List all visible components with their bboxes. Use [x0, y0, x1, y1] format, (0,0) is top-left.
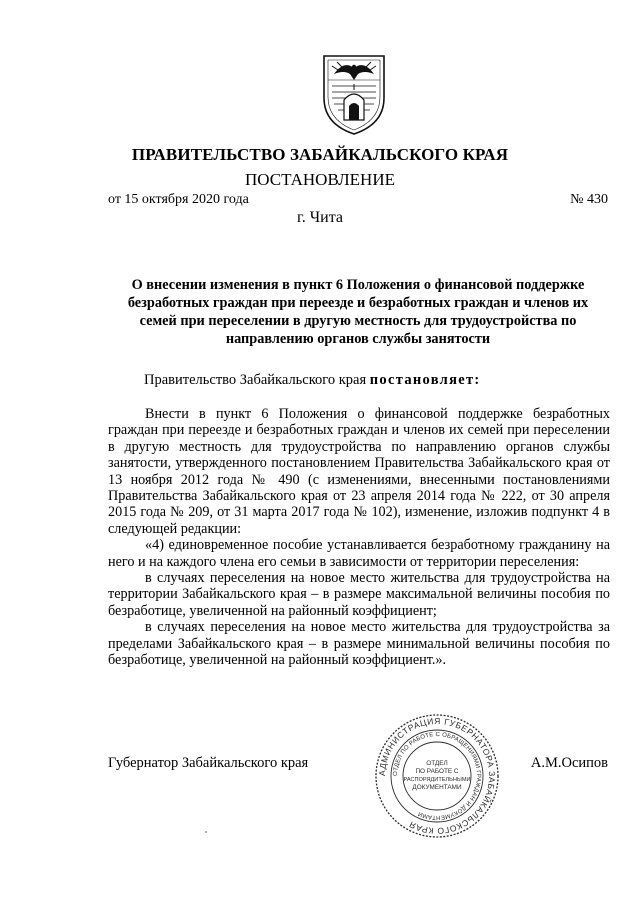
- seal-center-line: РАСПОРЯДИТЕЛЬНЫМИ: [403, 777, 471, 783]
- coat-of-arms-icon: [318, 50, 390, 138]
- signatory-title: Губернатор Забайкальского края: [108, 755, 309, 771]
- seal-inner-text: ОТДЕЛ ПО РАБОТЕ С ОБРАЩЕНИЯМИ ГРАЖДАН И ДОКУМЕНТАМИ: [392, 731, 482, 821]
- seal-outer-text: АДМИНИСТРАЦИЯ ГУБЕРНАТОРА ЗАБАЙКАЛЬСКОГО КРАЯ: [376, 715, 498, 837]
- body-paragraph: в случаях переселения на новое место жительства для трудоустройства на территории Забайкальского края – в размере максимальной величины пособия по безработице, увеличенной на районный коэффициент;: [108, 570, 610, 619]
- preamble: [144, 372, 481, 389]
- document-heading: О внесении изменения в пункт 6 Положения о финансовой поддержке безработных граждан при переезде и безработных граждан и членов их семей при переселении в другую местность для трудоустройства по направлению органов службы занятости: [127, 277, 589, 347]
- scan-speck: [205, 831, 207, 833]
- seal-center-line: ПО РАБОТЕ С: [415, 768, 459, 775]
- organization-name: ПРАВИТЕЛЬСТВО ЗАБАЙКАЛЬСКОГО КРАЯ: [131, 145, 509, 164]
- seal-center-line: ОТДЕЛ: [426, 760, 448, 767]
- official-seal-icon: [373, 712, 501, 840]
- seal-center-line: ДОКУМЕНТАМИ: [412, 784, 462, 791]
- body-paragraph: «4) единовременное пособие устанавливается безработному гражданину на него и на каждого члена его семьи в зависимости от территории переселения:: [108, 537, 610, 570]
- document-date: от 15 октября 2020 года: [108, 192, 249, 207]
- body-paragraph: в случаях переселения на новое место жительства для трудоустройства за пределами Забайкальского края – в размере минимальной величины пособия по безработице, увеличенной на районный коэффициент.».: [108, 619, 610, 669]
- preamble-verb: постановляет:: [369, 372, 481, 388]
- preamble-subject: Правительство Забайкальского края: [144, 372, 367, 388]
- body-paragraph: Внести в пункт 6 Положения о финансовой поддержке безработных граждан при переезде и безработных граждан и членов их семей при переселении в другую местность для трудоустройства по направлению органов службы занятости, утвержденного постановлением Правительства Забайкальского края от 13 ноября 2012 года № 490 (с изменениями, внесенными постановлениями Правительства Забайкальского края от 23 апреля 2014 года № 222, от 30 апреля 2015 года № 209, от 31 марта 2017 года № 102), изменение, изложив подпункт 4 в следующей редакции:: [108, 406, 610, 537]
- document-body: [108, 406, 610, 669]
- signatory-name: А.М.Осипов: [530, 755, 608, 771]
- document-type: ПОСТАНОВЛЕНИЕ: [244, 170, 395, 189]
- document-number: № 430: [570, 192, 608, 207]
- svg-text:ОТДЕЛ ПО РАБОТЕ С ОБРАЩЕНИЯМИ: [393, 732, 481, 820]
- document-city: г. Чита: [296, 209, 343, 226]
